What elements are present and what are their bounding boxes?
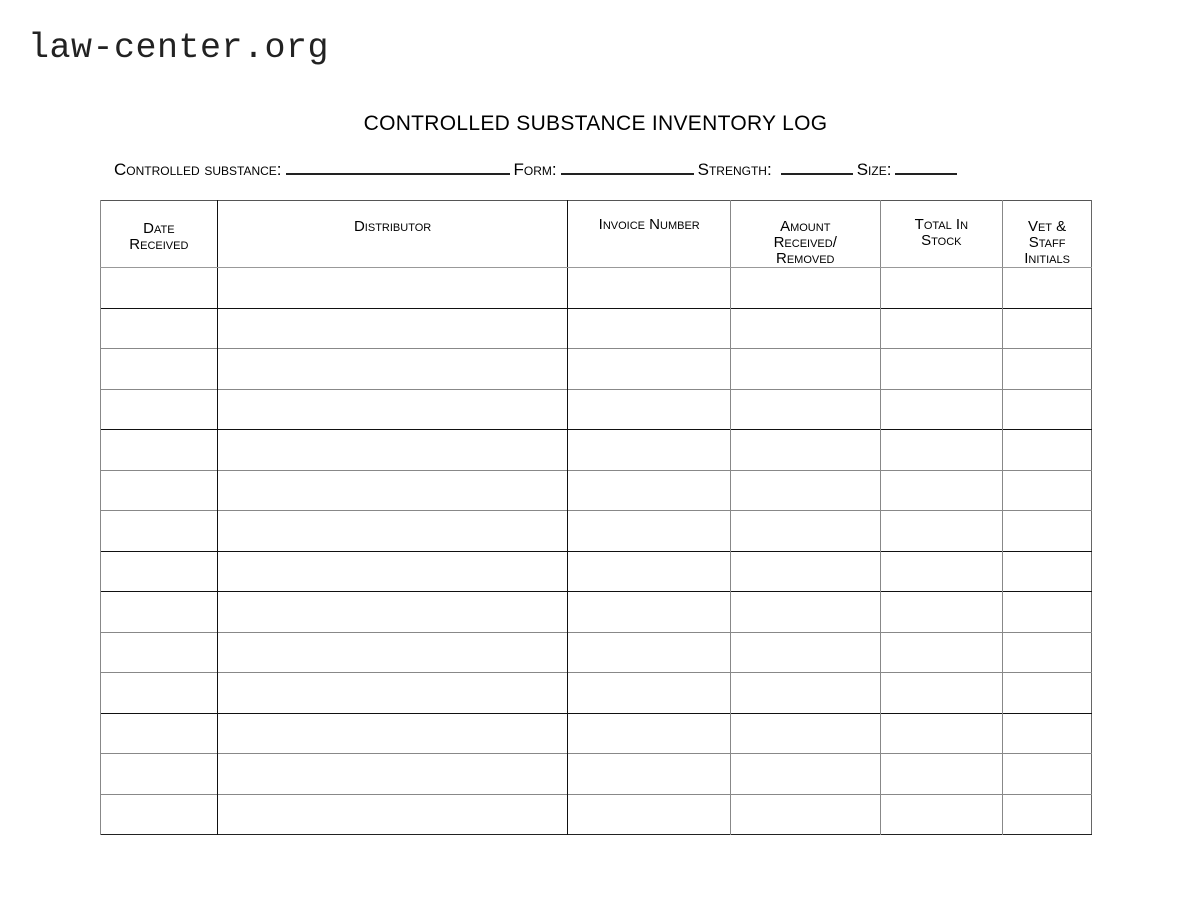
site-watermark: law-center.org (28, 28, 330, 68)
cell-invoice-number[interactable] (568, 268, 730, 309)
cell-invoice-number[interactable] (568, 511, 730, 552)
col-header-date-received: Date Received (101, 201, 218, 268)
cell-initials[interactable] (1003, 754, 1092, 795)
cell-invoice-number[interactable] (568, 713, 730, 754)
cell-total-in-stock[interactable] (880, 430, 1003, 471)
col-header-distributor: Distributor (217, 201, 568, 268)
cell-invoice-number[interactable] (568, 673, 730, 714)
cell-amount[interactable] (730, 754, 880, 795)
cell-invoice-number[interactable] (568, 592, 730, 633)
substance-field[interactable] (286, 159, 510, 175)
cell-date-received[interactable] (101, 389, 218, 430)
cell-total-in-stock[interactable] (880, 713, 1003, 754)
cell-invoice-number[interactable] (568, 632, 730, 673)
cell-total-in-stock[interactable] (880, 592, 1003, 633)
cell-initials[interactable] (1003, 794, 1092, 835)
cell-amount[interactable] (730, 349, 880, 390)
cell-distributor[interactable] (217, 511, 568, 552)
size-field[interactable] (895, 159, 957, 175)
cell-total-in-stock[interactable] (880, 349, 1003, 390)
table-row (101, 794, 1092, 835)
cell-invoice-number[interactable] (568, 389, 730, 430)
table-row (101, 268, 1092, 309)
cell-date-received[interactable] (101, 673, 218, 714)
cell-initials[interactable] (1003, 389, 1092, 430)
cell-amount[interactable] (730, 268, 880, 309)
cell-invoice-number[interactable] (568, 551, 730, 592)
cell-distributor[interactable] (217, 754, 568, 795)
cell-distributor[interactable] (217, 349, 568, 390)
cell-distributor[interactable] (217, 430, 568, 471)
cell-distributor[interactable] (217, 389, 568, 430)
table-row (101, 673, 1092, 714)
field-label-size: Size: (856, 160, 892, 179)
cell-distributor[interactable] (217, 470, 568, 511)
cell-amount[interactable] (730, 551, 880, 592)
cell-date-received[interactable] (101, 349, 218, 390)
cell-invoice-number[interactable] (568, 308, 730, 349)
cell-total-in-stock[interactable] (880, 389, 1003, 430)
col-header-amount: Amount Received/ Removed (730, 201, 880, 268)
cell-amount[interactable] (730, 511, 880, 552)
col-header-invoice-number: Invoice Number (568, 201, 730, 268)
cell-date-received[interactable] (101, 592, 218, 633)
table-row (101, 754, 1092, 795)
table-row (101, 349, 1092, 390)
cell-amount[interactable] (730, 632, 880, 673)
table-row (101, 308, 1092, 349)
cell-amount[interactable] (730, 794, 880, 835)
cell-initials[interactable] (1003, 551, 1092, 592)
cell-total-in-stock[interactable] (880, 673, 1003, 714)
cell-initials[interactable] (1003, 713, 1092, 754)
cell-date-received[interactable] (101, 470, 218, 511)
cell-date-received[interactable] (101, 713, 218, 754)
field-label-strength: Strength: (697, 160, 772, 179)
table-row (101, 430, 1092, 471)
form-field[interactable] (561, 159, 694, 175)
cell-distributor[interactable] (217, 592, 568, 633)
cell-invoice-number[interactable] (568, 754, 730, 795)
cell-date-received[interactable] (101, 308, 218, 349)
cell-date-received[interactable] (101, 430, 218, 471)
cell-date-received[interactable] (101, 551, 218, 592)
cell-invoice-number[interactable] (568, 794, 730, 835)
cell-total-in-stock[interactable] (880, 308, 1003, 349)
cell-initials[interactable] (1003, 470, 1092, 511)
cell-date-received[interactable] (101, 632, 218, 673)
form-title: CONTROLLED SUBSTANCE INVENTORY LOG (363, 112, 828, 135)
cell-total-in-stock[interactable] (880, 794, 1003, 835)
cell-invoice-number[interactable] (568, 349, 730, 390)
cell-distributor[interactable] (217, 632, 568, 673)
table-row (101, 511, 1092, 552)
cell-date-received[interactable] (101, 794, 218, 835)
cell-initials[interactable] (1003, 308, 1092, 349)
cell-distributor[interactable] (217, 673, 568, 714)
table-row (101, 713, 1092, 754)
cell-distributor[interactable] (217, 794, 568, 835)
cell-invoice-number[interactable] (568, 430, 730, 471)
cell-initials[interactable] (1003, 511, 1092, 552)
table-row (101, 389, 1092, 430)
cell-distributor[interactable] (217, 551, 568, 592)
cell-amount[interactable] (730, 673, 880, 714)
cell-amount[interactable] (730, 470, 880, 511)
inventory-log-table (100, 200, 1092, 835)
cell-distributor[interactable] (217, 308, 568, 349)
col-header-total-in-stock: Total In Stock (880, 201, 1003, 268)
cell-total-in-stock[interactable] (880, 511, 1003, 552)
cell-initials[interactable] (1003, 592, 1092, 633)
cell-total-in-stock[interactable] (880, 470, 1003, 511)
field-label-form: Form: (513, 160, 557, 179)
cell-initials[interactable] (1003, 349, 1092, 390)
header-row (101, 201, 1092, 268)
cell-invoice-number[interactable] (568, 470, 730, 511)
cell-distributor[interactable] (217, 268, 568, 309)
table-row (101, 551, 1092, 592)
field-label-substance: Controlled substance: (114, 160, 282, 179)
cell-amount[interactable] (730, 430, 880, 471)
cell-total-in-stock[interactable] (880, 632, 1003, 673)
strength-field[interactable] (781, 159, 853, 175)
cell-total-in-stock[interactable] (880, 268, 1003, 309)
cell-initials[interactable] (1003, 430, 1092, 471)
cell-total-in-stock[interactable] (880, 551, 1003, 592)
cell-amount[interactable] (730, 713, 880, 754)
table-row (101, 592, 1092, 633)
cell-amount[interactable] (730, 592, 880, 633)
table-row (101, 470, 1092, 511)
cell-initials[interactable] (1003, 632, 1092, 673)
table-row (101, 632, 1092, 673)
cell-amount[interactable] (730, 389, 880, 430)
cell-amount[interactable] (730, 308, 880, 349)
cell-date-received[interactable] (101, 268, 218, 309)
cell-initials[interactable] (1003, 268, 1092, 309)
cell-date-received[interactable] (101, 511, 218, 552)
col-header-initials: Vet & Staff Initials (1003, 201, 1092, 268)
cell-total-in-stock[interactable] (880, 754, 1003, 795)
cell-initials[interactable] (1003, 673, 1092, 714)
cell-distributor[interactable] (217, 713, 568, 754)
form-fields (114, 159, 961, 180)
cell-date-received[interactable] (101, 754, 218, 795)
